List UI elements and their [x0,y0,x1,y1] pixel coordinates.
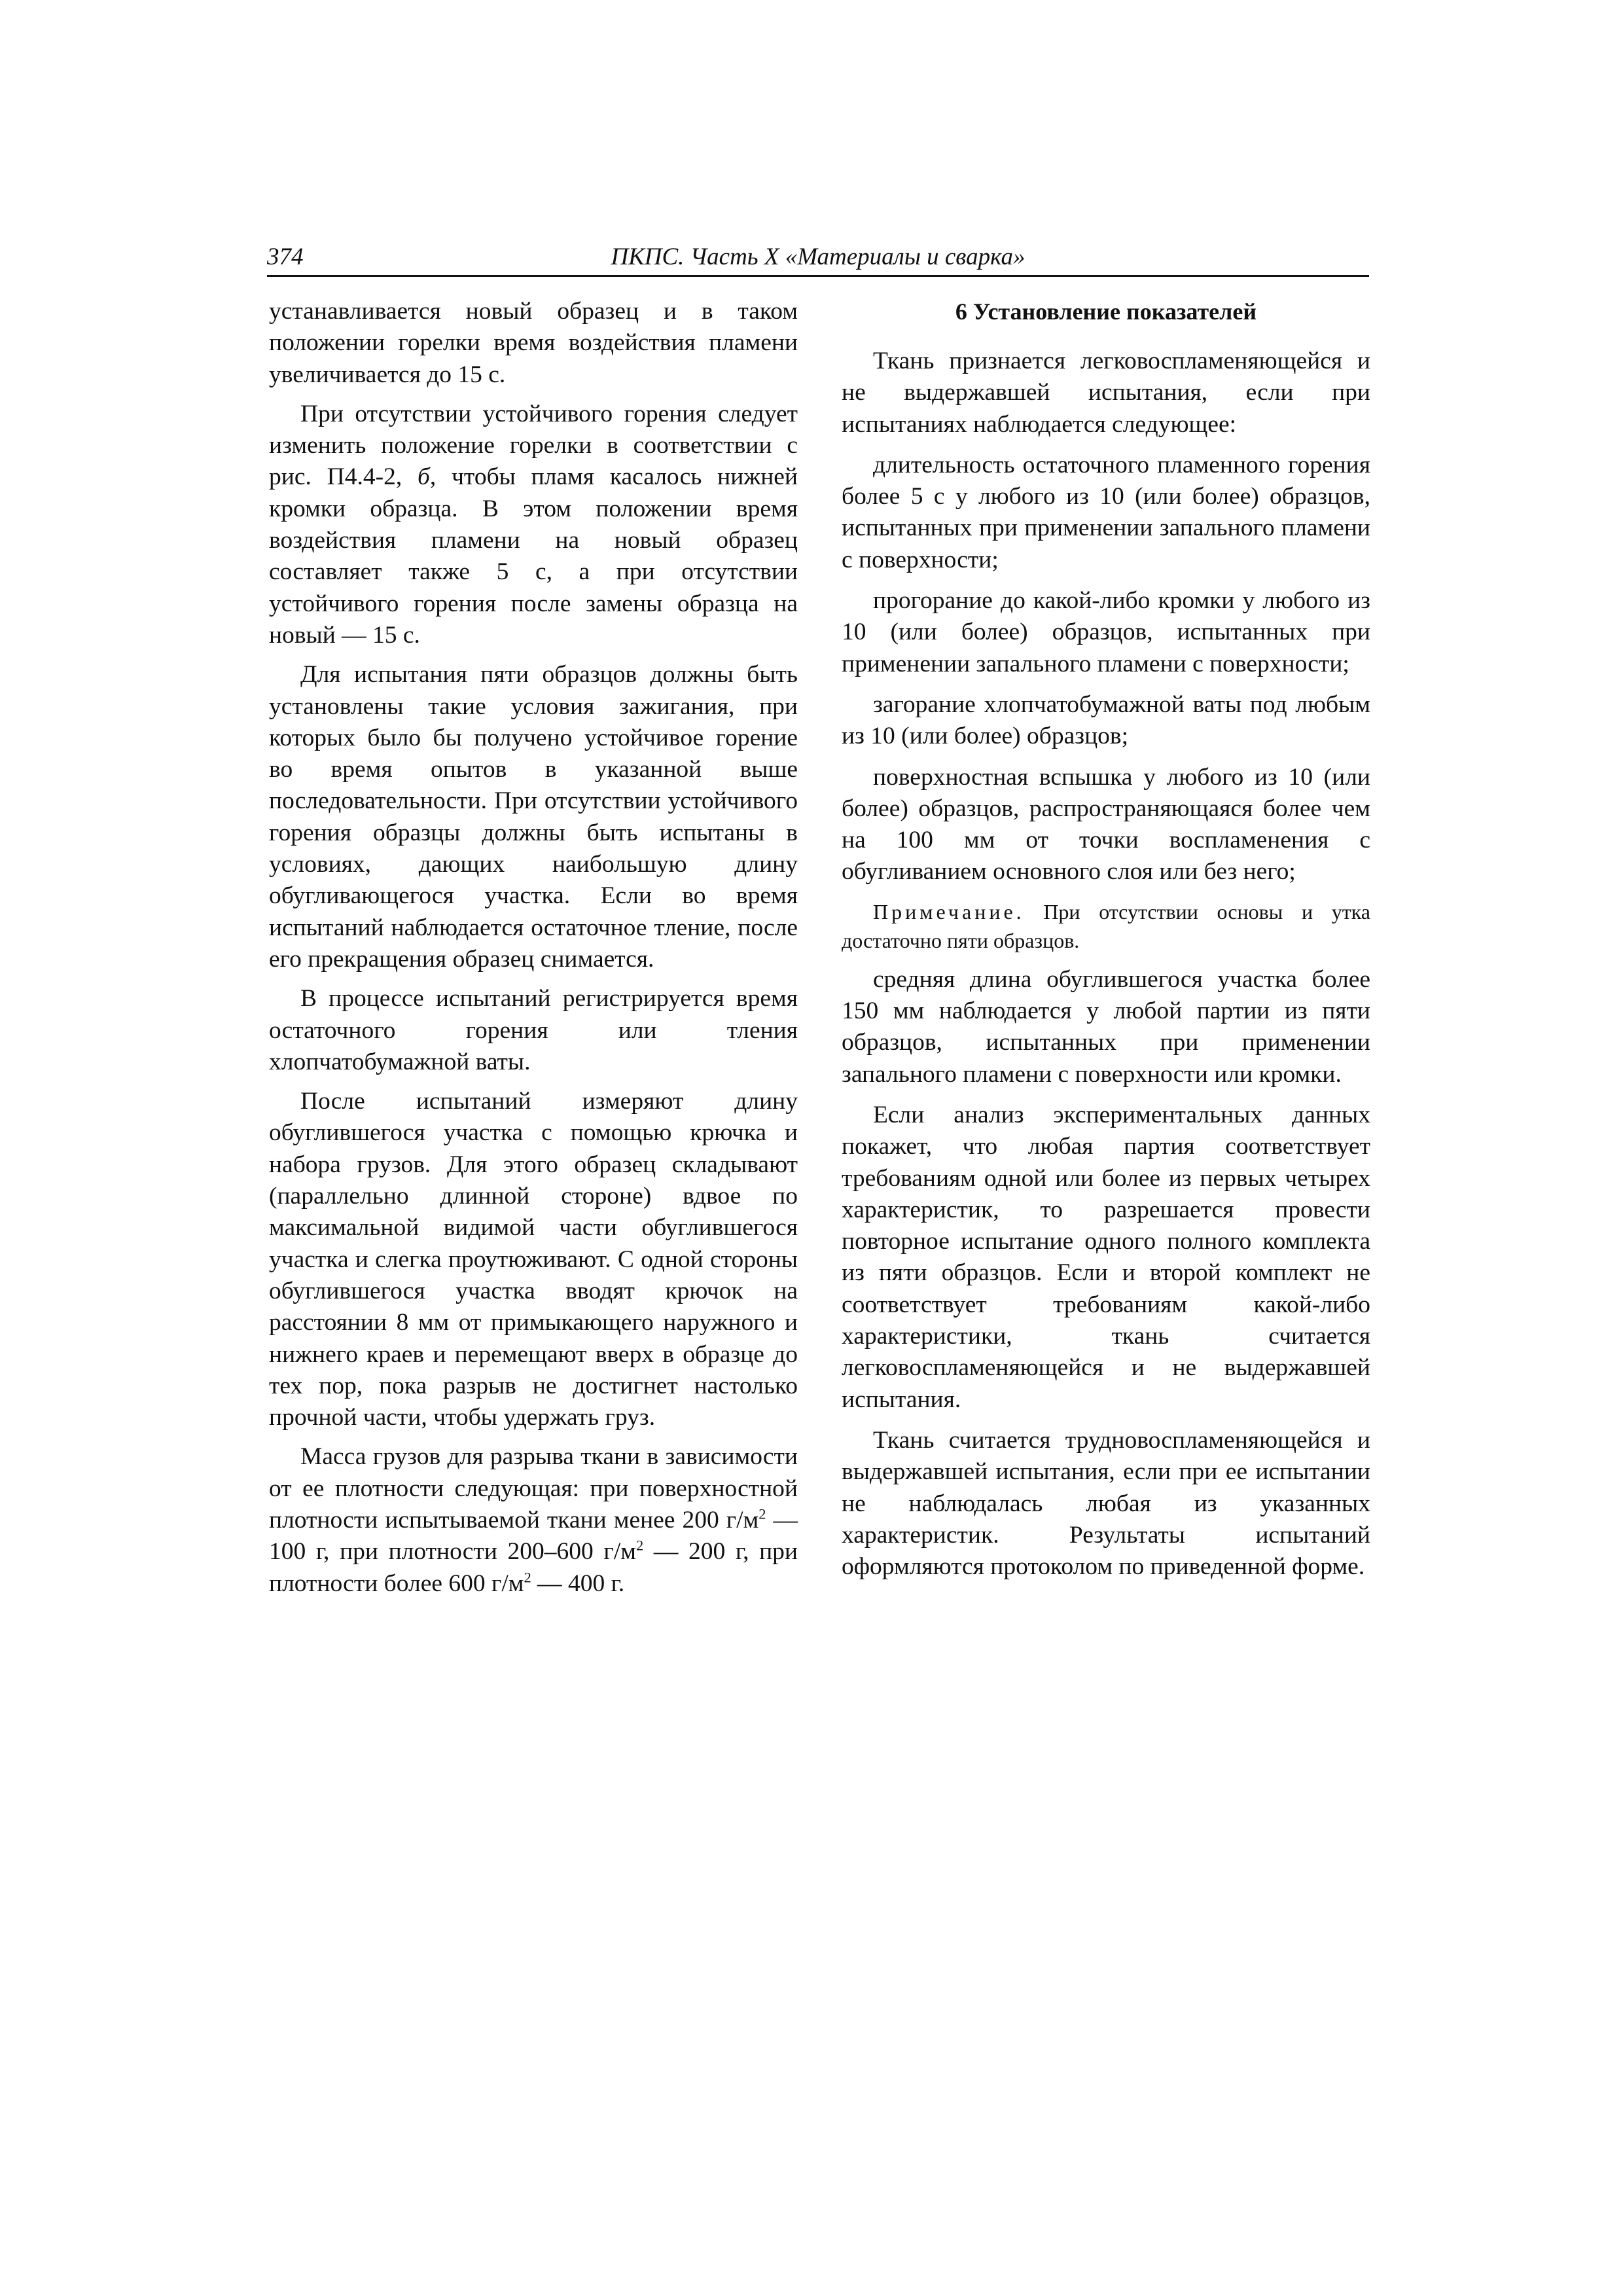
paragraph: устанавливается новый образец и в таком положении горелки время воздействия пламени увеличивается до 15 с. [269,298,798,388]
page-number: 374 [267,243,304,270]
paragraph: Для испытания пяти образцов должны быть установлены такие условия зажигания, при которых было бы получено устойчивое горение во время опытов в указанной выше последовательности. При отсутствии устойчивого горения образцы должны быть испытаны в условиях, дающих наибольшую длину обугливающегося участка. Если во время испытаний наблюдается остаточное тление, после его прекращения образец снимается. [269,661,798,973]
page-header [267,240,1369,277]
text-run: — 100 г, при плотности 200–600 г/м [269,1506,798,1566]
note-text: При отсутствии основы и утка достаточно пяти образцов. [842,899,1370,952]
list-item: поверхностная вспышка у любого из 10 (или более) образцов, распространяющаяся более чем на 100 мм от точки воспламенения с обугливанием основного слоя или без него; [842,763,1370,886]
list-item: прогорание до какой-либо кромки у любого из 10 (или более) образцов, испытанных при применении запального пламени с поверхности; [842,587,1370,677]
paragraph: В процессе испытаний регистрируется время остаточного горения или тления хлопчатобумажной ваты. [269,985,798,1075]
note [842,897,1370,955]
superscript: 2 [635,1537,644,1554]
paragraph: Ткань считается трудновоспламеняющейся и выдержавшей испытания, если при ее испытании не наблюдалась любая из указанных характеристик. Результаты испытаний оформляются протоколом по приведенной форме. [842,1426,1370,1581]
paragraph [269,1441,798,1599]
superscript: 2 [524,1569,531,1586]
superscript: 2 [758,1505,766,1522]
figure-reference-letter: б [418,463,430,491]
text-run: При отсутствии устойчивого горения следует изменить положение горелки в соответствии с рис. П4.4-2, [269,400,798,491]
left-column [269,296,798,1607]
text-run: — 400 г. [531,1570,625,1597]
paragraph: После испытаний измеряют длину обуглившегося участка с помощью крючка и набора грузов. Для этого образец складывают (параллельно длинной стороне) вдвое по максимальной видимой части обуглившегося участка и слегка проутюживают. С одной стороны обуглившегося участка вводят крючок на расстоянии 8 мм от примыкающего наружного и нижнего краев и перемещают вверх в образце до тех пор, пока разрыв не достигнет настолько прочной части, чтобы удержать груз. [269,1088,798,1431]
list-item: загорание хлопчатобумажной ваты под любым из 10 (или более) образцов; [842,691,1370,750]
paragraph [269,399,798,651]
text-run: — 200 г, при плотности более 600 г/м [269,1538,798,1597]
note-label: Примечание. [873,899,1025,924]
running-title: ПКПС. Часть X «Материалы и сварка» [611,243,1026,270]
text-run: , чтобы пламя касалось нижней кромки образца. В этом положении время воздействия пламени на новый образец составляет также 5 с, а при отсутствии устойчивого горения после замены образца на новый — 15 с. [269,463,798,649]
paragraph: Если анализ экспериментальных данных покажет, что любая партия соответствует требованиям одной или более из первых четырех характеристик, то разрешается провести повторное испытание одного полного комплекта из пяти образцов. Если и второй комплект не соответствует требованиям какой-либо характеристики, ткань считается легковоспламеняющейся и не выдержавшей испытания. [842,1101,1370,1413]
paragraph: Ткань признается легковоспламеняющейся и не выдержавшей испытания, если при испытаниях наблюдается следующее: [842,348,1370,438]
list-item: средняя длина обуглившегося участка более 150 мм наблюдается у любой партии из пяти образцов, испытанных при применении запального пламени с поверхности или кромки. [842,965,1370,1088]
right-column [842,296,1370,1592]
list-item: длительность остаточного пламенного горения более 5 с у любого из 10 (или более) образцов, испытанных при применении запального пламени с поверхности; [842,451,1370,573]
section-heading: 6 Установление показателей [955,298,1257,325]
text-run: Масса грузов для разрыва ткани в зависимости от ее плотности следующая: при поверхностной плотности испытываемой ткани менее 200 г/м [269,1443,798,1534]
